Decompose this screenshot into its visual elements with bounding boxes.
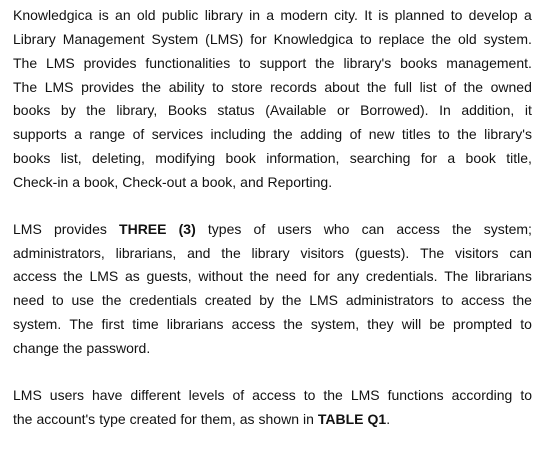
word: the [323, 386, 343, 403]
word: as [239, 410, 255, 427]
word: for [250, 30, 267, 47]
word: administrators, [13, 244, 105, 261]
word: range [89, 126, 126, 143]
word: the [431, 30, 452, 47]
word: the [281, 292, 302, 309]
word: they [367, 316, 394, 333]
word: the [457, 126, 477, 143]
word: system. [13, 316, 62, 333]
word: a [72, 173, 81, 190]
word: the [273, 126, 293, 143]
word: guests, [146, 268, 192, 285]
text-line [13, 52, 532, 76]
word: title, [506, 150, 532, 167]
word: owned [490, 78, 532, 95]
word: can [361, 220, 385, 237]
word: users [277, 220, 312, 237]
word: the [101, 292, 122, 309]
word: adding [300, 126, 343, 143]
word: ability [168, 78, 205, 95]
word: the [221, 244, 241, 261]
word: a [523, 7, 532, 23]
word: them, [200, 410, 236, 427]
word: by [60, 102, 76, 119]
text-line [13, 408, 532, 432]
word: support [259, 54, 307, 71]
word: management. [446, 54, 532, 71]
text-line [13, 242, 532, 266]
word: status [217, 102, 255, 119]
word: who [323, 220, 350, 237]
word: It [364, 7, 372, 23]
word: LMS [44, 78, 74, 95]
word: Knowledgica [273, 30, 353, 47]
text-line [13, 384, 532, 408]
word: visitors [455, 244, 499, 261]
word: to [441, 292, 454, 309]
word: the [86, 102, 106, 119]
word: levels [188, 386, 225, 403]
word: (LMS) [205, 30, 244, 47]
word: including [210, 126, 266, 143]
word: shown [258, 410, 299, 427]
text-line [13, 123, 532, 147]
word: system. [483, 30, 532, 47]
word: without [198, 268, 243, 285]
word: an [115, 7, 131, 23]
word: credentials. [365, 268, 438, 285]
word: first [101, 316, 125, 333]
word: Borrowed). [360, 102, 429, 119]
word: credentials [129, 292, 197, 309]
text-line [13, 218, 532, 242]
word: prompted [453, 316, 513, 333]
word: the [283, 316, 303, 333]
word: (3) [178, 220, 196, 237]
word: can [509, 244, 532, 261]
word: in [302, 410, 314, 427]
word: Management [62, 30, 145, 47]
word: replace [378, 30, 425, 47]
word: book [225, 150, 256, 167]
word: a [266, 7, 275, 23]
word: to [520, 386, 532, 403]
word: library [204, 7, 243, 23]
text-line [13, 289, 532, 313]
word: to [520, 316, 532, 333]
word: titles [401, 126, 431, 143]
word: In [439, 102, 451, 119]
word: and [187, 244, 211, 261]
word: librarians [475, 268, 532, 285]
word: to [239, 54, 251, 71]
word: access [231, 316, 276, 333]
word: library, [116, 102, 158, 119]
word: of [253, 220, 266, 237]
word: administrators [345, 292, 434, 309]
word: provides [83, 54, 137, 71]
word: account's [36, 410, 96, 427]
word: LMS [13, 220, 42, 237]
word: the [452, 220, 472, 237]
word: to [51, 292, 64, 309]
word: provides [81, 78, 135, 95]
word: types [207, 220, 242, 237]
word: have [92, 386, 123, 403]
word: (guests). [354, 244, 410, 261]
word: library's [484, 126, 532, 143]
word: Books [167, 102, 207, 119]
word: be [429, 316, 445, 333]
word: provides [53, 220, 107, 237]
word: and [240, 173, 264, 190]
word: full [394, 78, 412, 95]
text-line [13, 28, 532, 52]
word: the [62, 339, 83, 356]
word: librarians, [115, 244, 177, 261]
word: created [204, 292, 252, 309]
word: access [396, 220, 440, 237]
text-line [13, 171, 532, 195]
paragraph-user-types [13, 218, 532, 361]
word: modern [280, 7, 328, 23]
word: books [13, 102, 51, 119]
word: books [13, 150, 51, 167]
word: planned [394, 7, 445, 23]
word: TABLE [317, 410, 364, 427]
word: Q1. [367, 410, 391, 427]
word: the [315, 54, 335, 71]
word: for [180, 410, 197, 427]
word: books [400, 54, 438, 71]
word: is [98, 7, 109, 23]
word: LMS [309, 292, 338, 309]
word: LMS [45, 54, 75, 71]
word: will [401, 316, 422, 333]
word: according [451, 386, 513, 403]
paragraph-library-intro [13, 4, 532, 195]
word: old [136, 7, 156, 23]
word: users [49, 386, 85, 403]
word: of [232, 386, 245, 403]
text-line [13, 4, 532, 28]
word: Knowledgica [13, 7, 93, 23]
word: LMS [350, 386, 380, 403]
word: visitors [300, 244, 345, 261]
word: to [359, 30, 372, 47]
word: a [74, 126, 82, 143]
word: of [444, 78, 456, 95]
word: or [337, 102, 350, 119]
word: to [450, 7, 463, 23]
word: as [125, 268, 140, 285]
word: created [129, 410, 177, 427]
word: modifying [155, 150, 216, 167]
word: searching [349, 150, 411, 167]
word: about [324, 78, 360, 95]
word: system; [483, 220, 532, 237]
word: Reporting. [267, 173, 333, 190]
word: Check-out [122, 173, 187, 190]
word: of [132, 126, 145, 143]
word: use [71, 292, 95, 309]
word: for [420, 150, 438, 167]
word: book [465, 150, 496, 167]
word: access [252, 386, 296, 403]
word: any [336, 268, 360, 285]
word: (Available [265, 102, 327, 119]
word: access [13, 268, 57, 285]
word: System [151, 30, 199, 47]
word: services [151, 126, 204, 143]
word: for [313, 268, 330, 285]
word: city. [334, 7, 358, 23]
text-line [13, 313, 532, 337]
word: book, [84, 173, 119, 190]
word: Library [13, 30, 56, 47]
word: functionalities [145, 54, 231, 71]
word: functions [387, 386, 444, 403]
word: information, [266, 150, 340, 167]
word: change [13, 339, 59, 356]
word: access [461, 292, 505, 309]
text-line [13, 147, 532, 171]
word: different [130, 386, 181, 403]
word: the [13, 410, 33, 427]
paragraph-access-levels [13, 384, 532, 432]
word: to [212, 78, 224, 95]
word: library's [343, 54, 392, 71]
word: old [458, 30, 477, 47]
word: type [99, 410, 126, 427]
word: store [231, 78, 263, 95]
word: is [378, 7, 389, 23]
word: addition, [461, 102, 515, 119]
text-line [13, 76, 532, 100]
word: list, [60, 150, 82, 167]
word: time [132, 316, 159, 333]
word: password. [86, 339, 151, 356]
word: new [368, 126, 395, 143]
word: to [438, 126, 450, 143]
word: develop [468, 7, 518, 23]
word: the [249, 268, 269, 285]
word: the [463, 78, 484, 95]
word: THREE [119, 220, 167, 237]
word: by [259, 292, 275, 309]
word: in [249, 7, 260, 23]
word: the [367, 78, 387, 95]
word: public [161, 7, 199, 23]
word: the [512, 292, 532, 309]
word: system, [310, 316, 360, 333]
word: deleting, [92, 150, 145, 167]
word: supports [13, 126, 67, 143]
text-line [13, 99, 532, 123]
word: list [419, 78, 437, 95]
word: of [349, 126, 362, 143]
word: book, [201, 173, 237, 190]
word: the [141, 78, 162, 95]
word: library [251, 244, 290, 261]
word: The [444, 268, 469, 285]
word: the [63, 268, 83, 285]
word: records [270, 78, 317, 95]
word: librarians [166, 316, 224, 333]
word: The [69, 316, 94, 333]
word: need [275, 268, 307, 285]
word: to [303, 386, 316, 403]
word: Check-in [13, 173, 69, 190]
word: LMS [89, 268, 119, 285]
text-line [13, 265, 532, 289]
word: The [420, 244, 445, 261]
word: The [13, 54, 38, 71]
word: need [13, 292, 45, 309]
word: The [13, 78, 38, 95]
word: a [190, 173, 198, 190]
word: a [447, 150, 456, 167]
text-line [13, 337, 532, 361]
word: LMS [13, 386, 42, 403]
word: it [524, 102, 532, 119]
